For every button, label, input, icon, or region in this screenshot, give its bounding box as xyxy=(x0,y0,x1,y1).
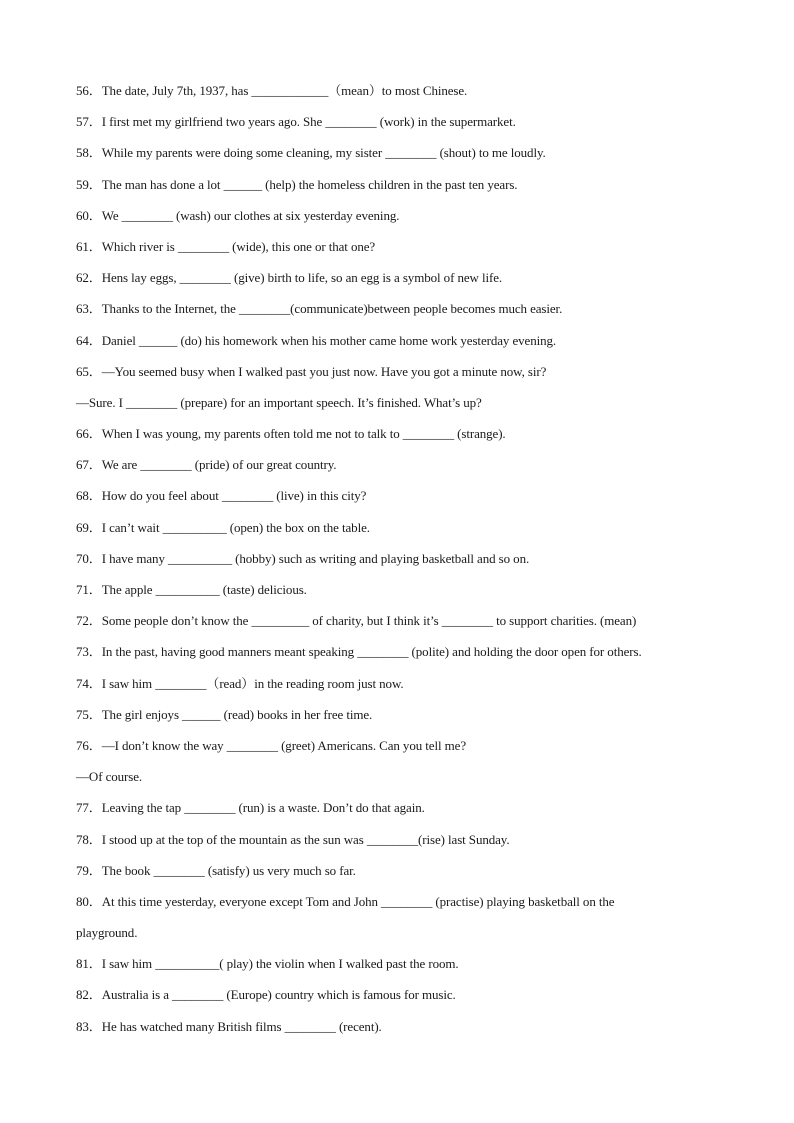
exercise-83: 83．He has watched many British films ________ (recent). xyxy=(76,1018,382,1034)
exercise-78: 78．I stood up at the top of the mountain as the sun was ________(rise) last Sunday. xyxy=(76,831,510,847)
exercise-77: 77．Leaving the tap ________ (run) is a waste. Don’t do that again. xyxy=(76,800,425,816)
exercise-69: 69．I can’t wait __________ (open) the box on the table. xyxy=(76,519,370,535)
exercise-list xyxy=(76,80,716,1047)
exercise-81: 81．I saw him __________( play) the violin when I walked past the room. xyxy=(76,956,459,972)
exercise-56: 56．The date, July 7th, 1937, has ____________（mean）to most Chinese. xyxy=(76,83,468,98)
exercise-82: 82．Australia is a ________ (Europe) country which is famous for music. xyxy=(76,987,456,1003)
exercise-65-answer: —Sure. I ________ (prepare) for an important speech. It’s finished. What’s up? xyxy=(76,394,482,410)
exercise-75: 75．The girl enjoys ______ (read) books in her free time. xyxy=(76,706,373,722)
exercise-76-question: 76．—I don’t know the way ________ (greet) Americans. Can you tell me? xyxy=(76,737,466,753)
exercise-62: 62．Hens lay eggs, ________ (give) birth to life, so an egg is a symbol of new life. xyxy=(76,270,503,286)
exercise-63: 63．Thanks to the Internet, the ________(communicate)between people becomes much easier. xyxy=(76,301,563,317)
exercise-80-continued: playground. xyxy=(76,925,138,941)
exercise-59: 59．The man has done a lot ______ (help) the homeless children in the past ten years. xyxy=(76,176,518,192)
exercise-57: 57．I first met my girlfriend two years ago. She ________ (work) in the supermarket. xyxy=(76,114,516,130)
exercise-74: 74．I saw him ________（read）in the reading room just now. xyxy=(76,675,404,691)
exercise-64: 64．Daniel ______ (do) his homework when his mother came home work yesterday evening. xyxy=(76,332,557,348)
exercise-73: 73．In the past, having good manners meant speaking ________ (polite) and holding the door open for others. xyxy=(76,644,642,660)
exercise-68: 68．How do you feel about ________ (live) in this city? xyxy=(76,488,367,504)
exercise-70: 70．I have many __________ (hobby) such as writing and playing basketball and so on. xyxy=(76,550,530,566)
exercise-65-question: 65．—You seemed busy when I walked past you just now. Have you got a minute now, sir? xyxy=(76,363,547,379)
exercise-67: 67．We are ________ (pride) of our great country. xyxy=(76,457,337,473)
exercise-80: 80．At this time yesterday, everyone except Tom and John ________ (practise) playing basketball on the xyxy=(76,893,615,909)
exercise-60: 60．We ________ (wash) our clothes at six yesterday evening. xyxy=(76,207,400,223)
exercise-76-answer: —Of course. xyxy=(76,769,143,785)
exercise-72: 72．Some people don’t know the _________ of charity, but I think it’s ________ to support charities. (mean) xyxy=(76,613,637,629)
exercise-58: 58．While my parents were doing some cleaning, my sister ________ (shout) to me loudly. xyxy=(76,145,546,161)
exercise-66: 66．When I was young, my parents often told me not to talk to ________ (strange). xyxy=(76,426,506,442)
exercise-61: 61．Which river is ________ (wide), this one or that one? xyxy=(76,238,376,254)
exercise-71: 71．The apple __________ (taste) delicious. xyxy=(76,582,307,597)
exercise-79: 79．The book ________ (satisfy) us very much so far. xyxy=(76,862,356,878)
